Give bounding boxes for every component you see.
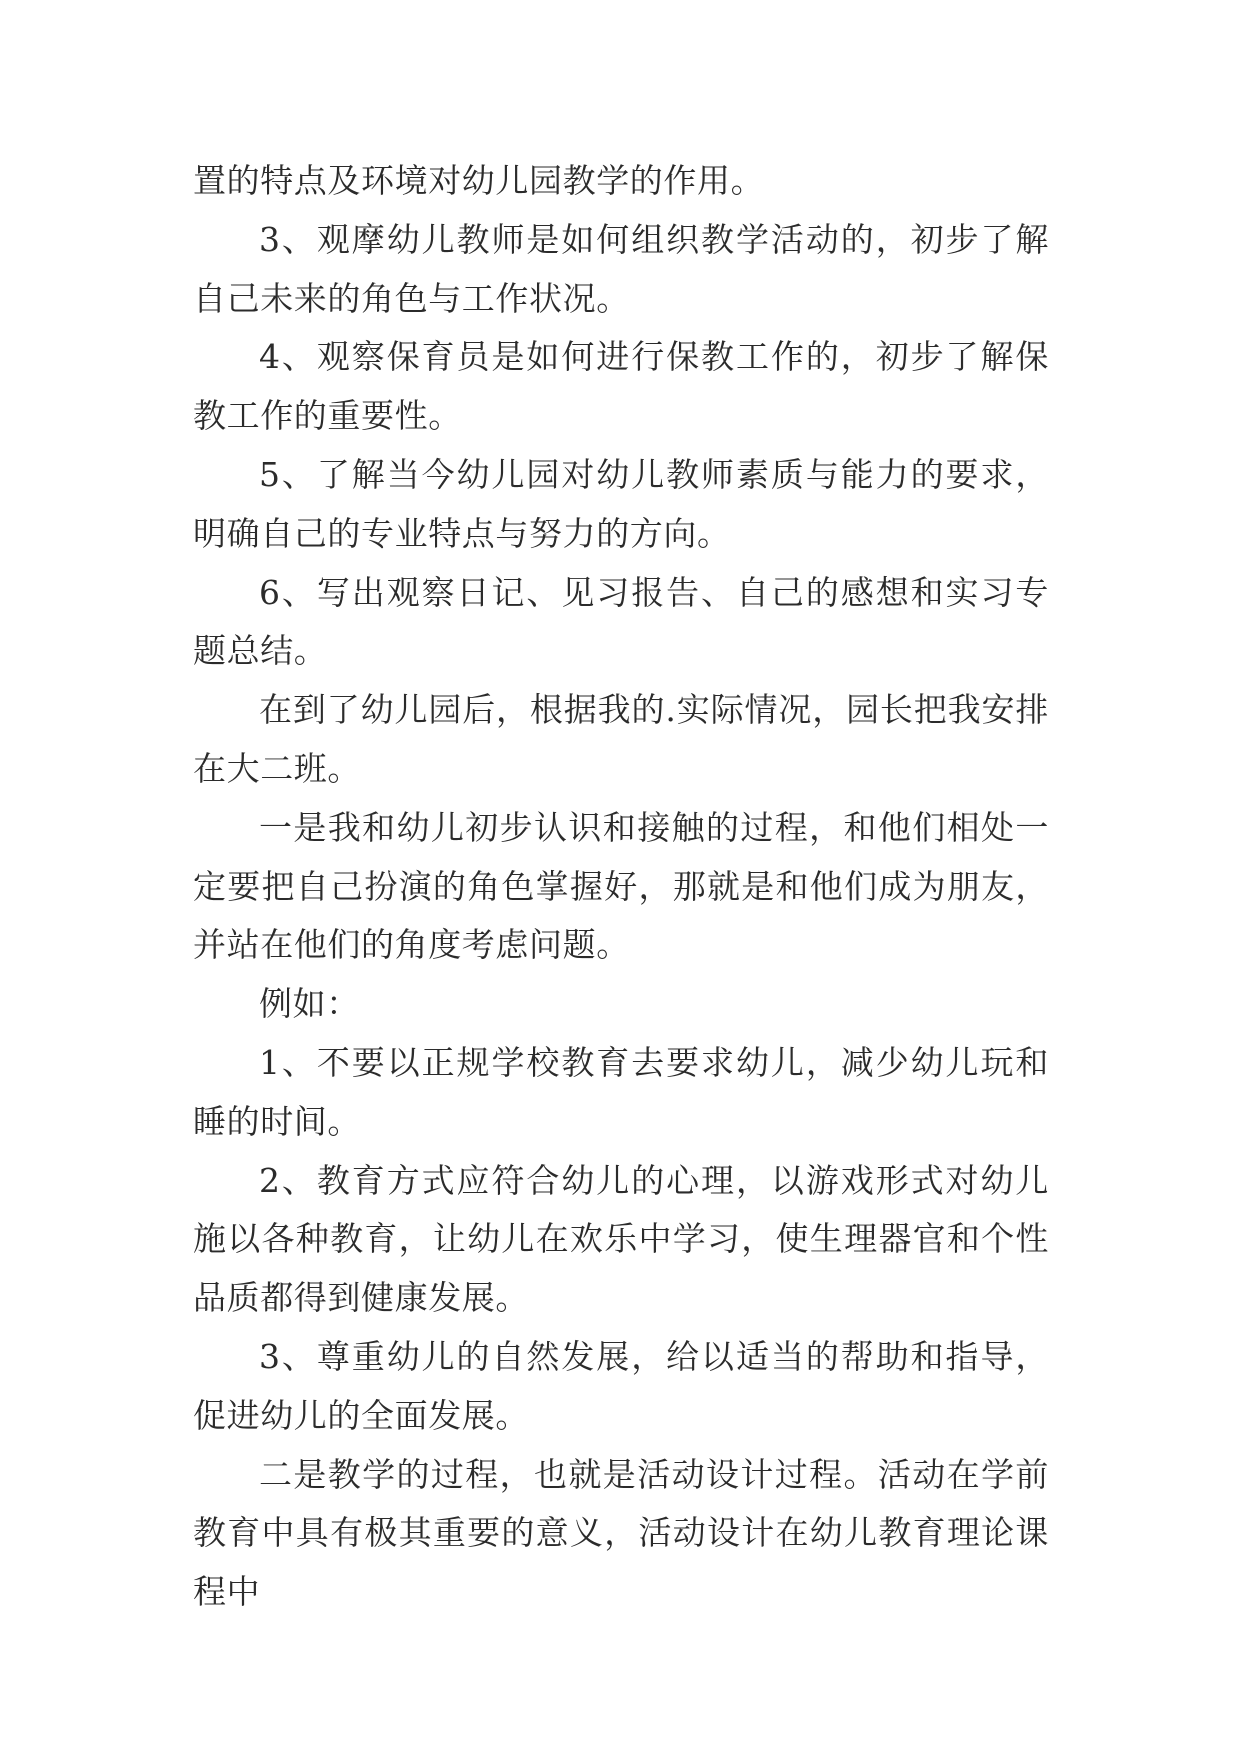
- paragraph-arrival: 在到了幼儿园后，根据我的.实际情况，园长把我安排在大二班。: [193, 690, 1049, 788]
- document-body: [193, 152, 1049, 1622]
- paragraph-continuation: 置的特点及环境对幼儿园教学的作用。: [193, 161, 765, 200]
- paragraph-item-5: 5、了解当今幼儿园对幼儿教师素质与能力的要求，明确自己的专业特点与努力的方向。: [193, 454, 1049, 553]
- paragraph-item-4: 4、观察保育员是如何进行保教工作的，初步了解保教工作的重要性。: [193, 337, 1049, 436]
- paragraph-example-2: 2、教育方式应符合幼儿的心理，以游戏形式对幼儿施以各种教育，让幼儿在欢乐中学习，使生理器官和个性品质都得到健康发展。: [193, 1160, 1049, 1318]
- paragraph-example-heading: 例如：: [259, 984, 360, 1024]
- paragraph-item-3: 3、观摩幼儿教师是如何组织教学活动的，初步了解自己未来的角色与工作状况。: [193, 219, 1049, 318]
- paragraph-second-point: 二是教学的过程，也就是活动设计过程。活动在学前教育中具有极其重要的意义，活动设计在幼儿教育理论课程中: [193, 1454, 1049, 1612]
- paragraph-example-1: 1、不要以正规学校教育去要求幼儿，减少幼儿玩和睡的时间。: [193, 1042, 1049, 1141]
- paragraph-first-point: 一是我和幼儿初步认识和接触的过程，和他们相处一定要把自己扮演的角色掌握好，那就是和他们成为朋友，并站在他们的角度考虑问题。: [193, 807, 1049, 965]
- paragraph-example-3: 3、尊重幼儿的自然发展，给以适当的帮助和指导，促进幼儿的全面发展。: [193, 1336, 1049, 1435]
- paragraph-item-6: 6、写出观察日记、见习报告、自己的感想和实习专题总结。: [193, 572, 1049, 671]
